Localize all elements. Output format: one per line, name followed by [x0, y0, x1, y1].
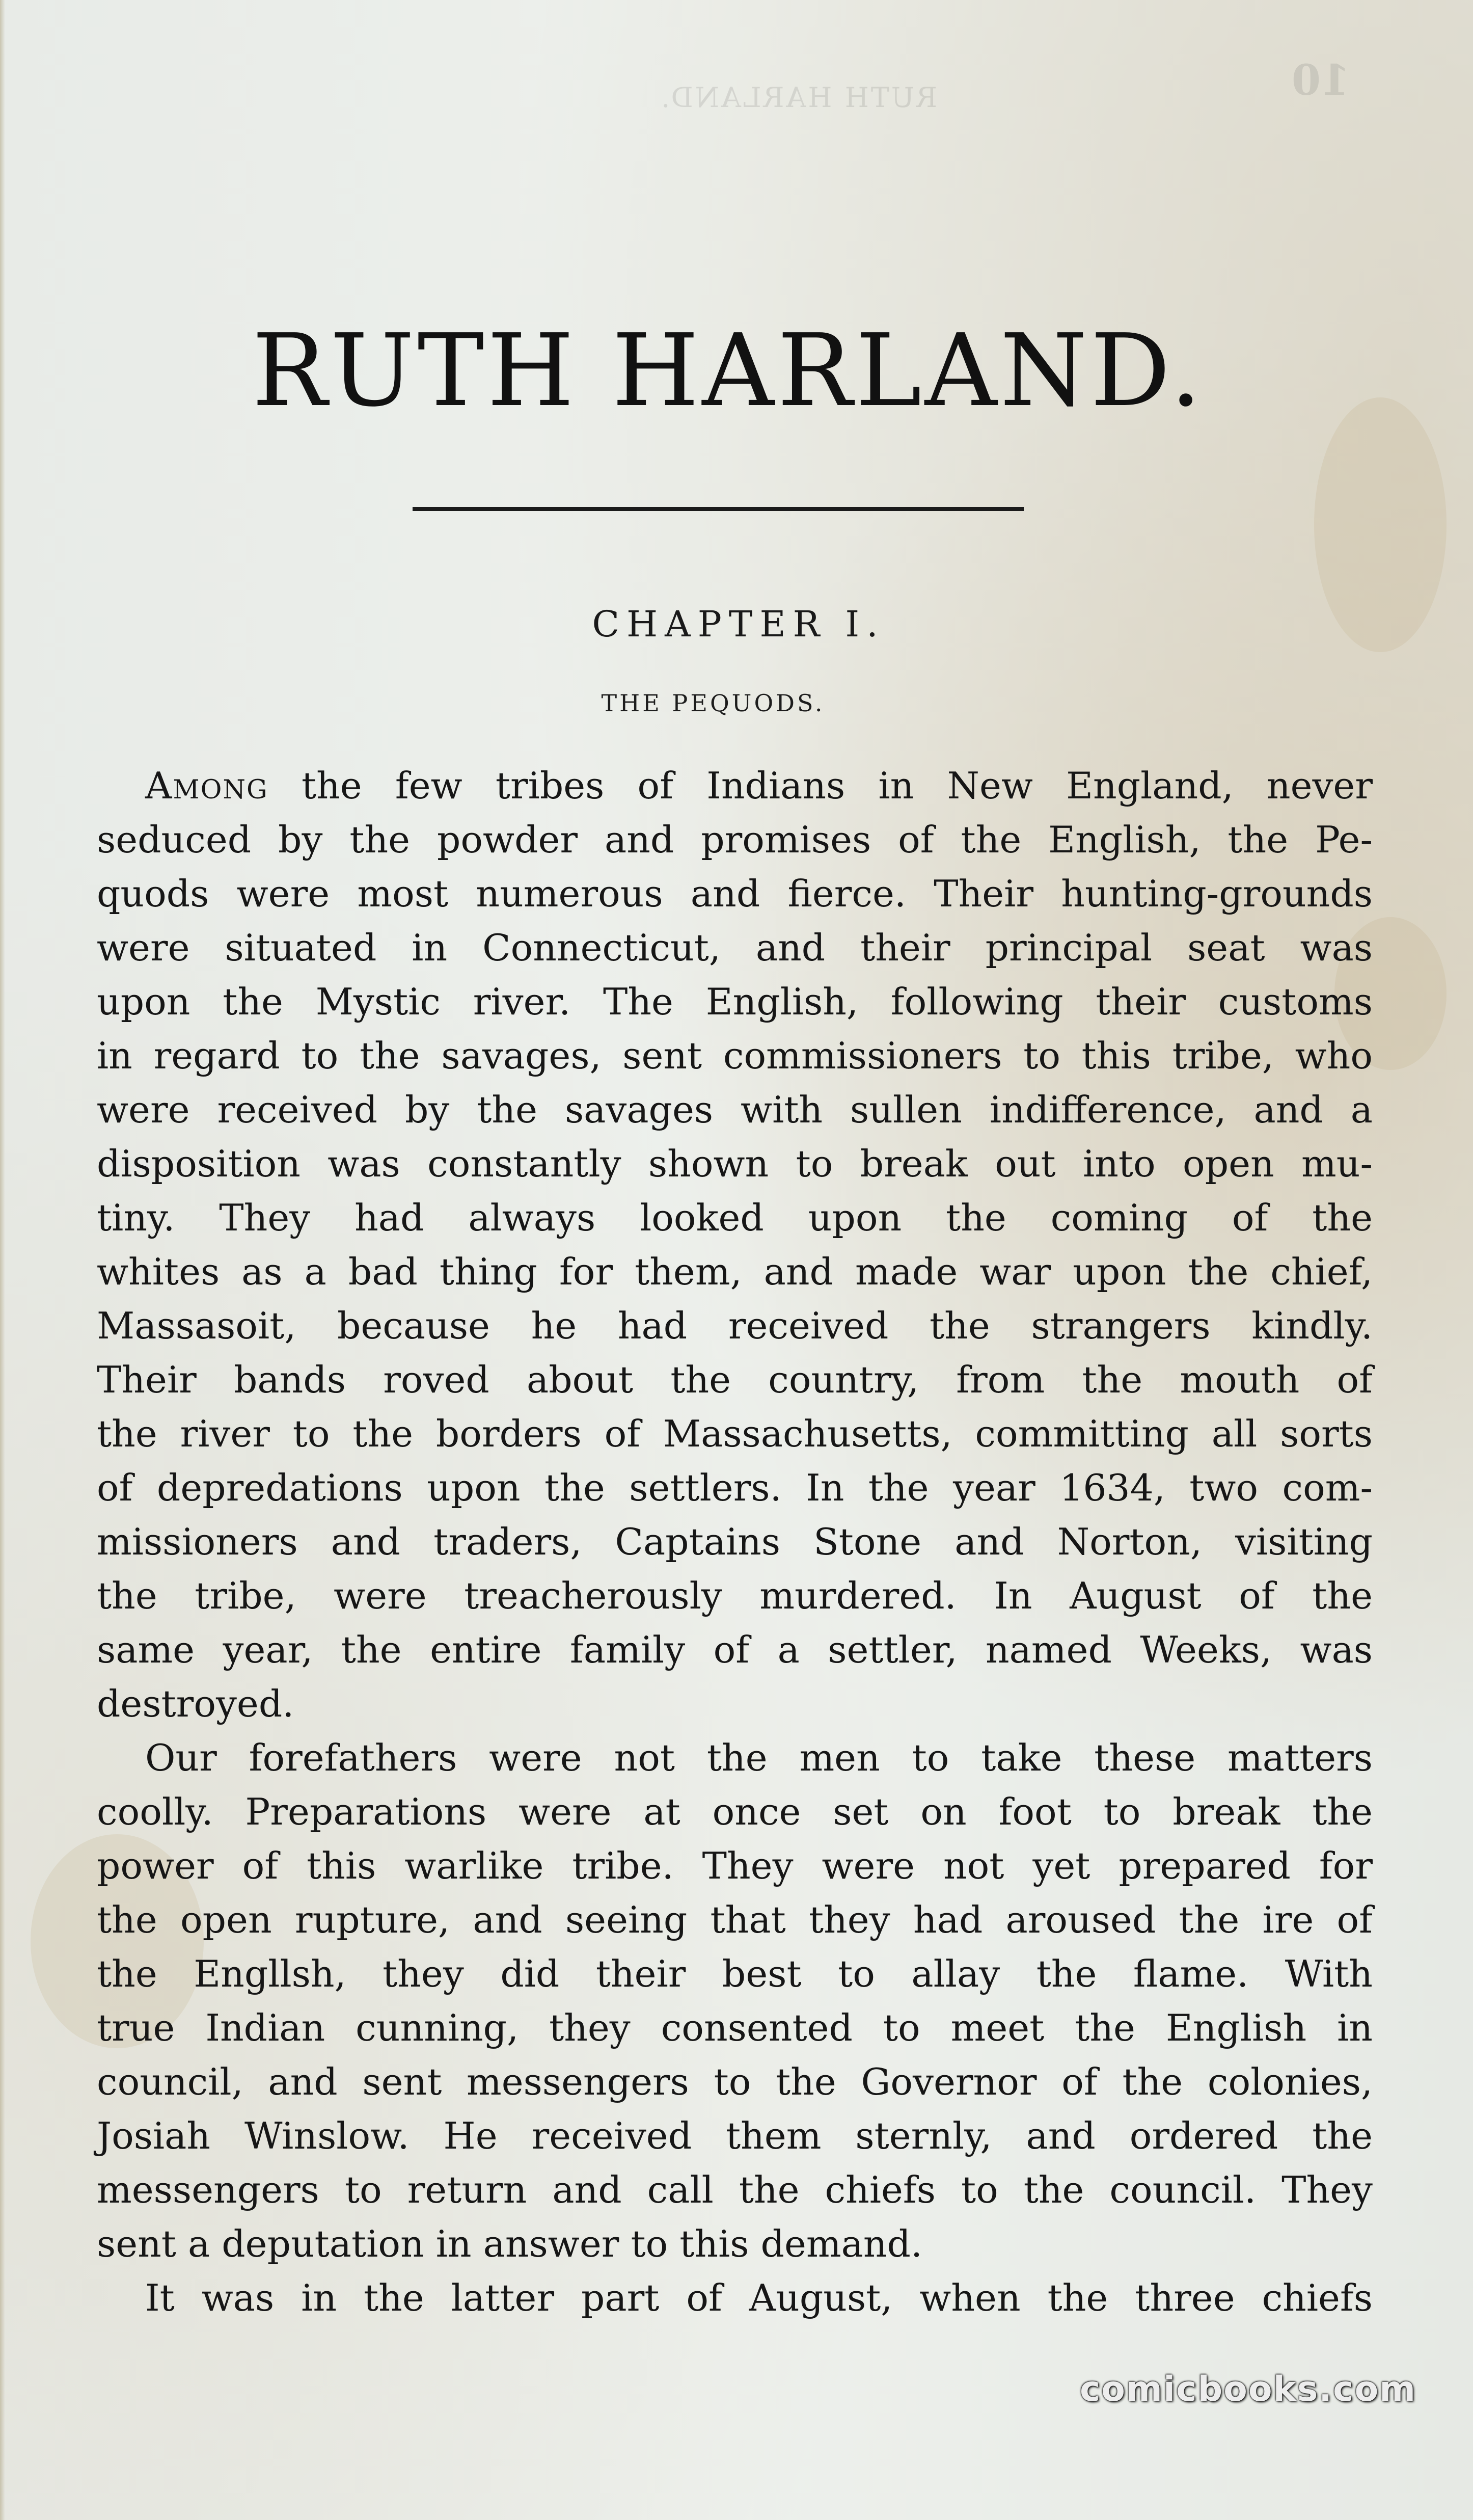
watermark-text: comicbooks.com: [1080, 2369, 1417, 2409]
text-line: Massasoit, because he had received the strangers kindly.: [97, 1305, 1373, 1348]
text-line: in regard to the savages, sent commissioners to this tribe, who: [97, 1035, 1373, 1078]
text-line: messengers to return and call the chiefs to the council. They: [97, 2169, 1373, 2212]
text-line: true Indian cunning, they consented to meet the English in: [97, 2007, 1373, 2050]
text-line: the open rupture, and seeing that they had aroused the ire of: [97, 1899, 1373, 1942]
chapter-subtitle: THE PEQUODS.: [601, 689, 825, 717]
book-title: RUTH HARLAND.: [252, 313, 1205, 429]
text-line: were received by the savages with sullen indifference, and a: [97, 1089, 1373, 1132]
text-line: the river to the borders of Massachusetts, committing all sorts: [97, 1413, 1373, 1456]
text-line: [97, 759, 1373, 813]
text-line: whites as a bad thing for them, and made war upon the chief,: [97, 1251, 1373, 1294]
text-line: council, and sent messengers to the Governor of the colonies,: [97, 2061, 1373, 2104]
text-line: same year, the entire family of a settler, named Weeks, was: [97, 1629, 1373, 1672]
bleed-through-page-number: 10: [1291, 56, 1350, 105]
text-line: Our forefathers were not the men to take these matters: [145, 1737, 1373, 1780]
text-line: disposition was constantly shown to break out into open mu-: [97, 1143, 1373, 1186]
text-line: coolly. Preparations were at once set on foot to break the: [97, 1791, 1373, 1834]
line-text: the few tribes of Indians in New England, never: [268, 765, 1373, 808]
text-line: sent a deputation in answer to this demand.: [97, 2223, 922, 2266]
text-line: Their bands roved about the country, from the mouth of: [97, 1359, 1373, 1402]
text-line: missioners and traders, Captains Stone and Norton, visiting: [97, 1521, 1373, 1564]
text-line: the Engllsh, they did their best to allay the flame. With: [97, 1953, 1373, 1996]
paper-stain: [1314, 397, 1447, 652]
lead-word: Among: [145, 765, 268, 808]
text-line: quods were most numerous and fierce. Their hunting-grounds: [97, 873, 1373, 916]
text-line: Josiah Winslow. He received them sternly, and ordered the: [97, 2115, 1373, 2158]
body-text: [97, 759, 1373, 2325]
text-line: upon the Mystic river. The English, following their customs: [97, 981, 1373, 1024]
text-line: the tribe, were treacherously murdered. In August of the: [97, 1575, 1373, 1618]
chapter-heading: CHAPTER I.: [592, 603, 885, 645]
text-line: tiny. They had always looked upon the coming of the: [97, 1197, 1373, 1240]
text-line: power of this warlike tribe. They were not yet prepared for: [97, 1845, 1373, 1888]
page-edge: [0, 0, 5, 2520]
text-line: of depredations upon the settlers. In the year 1634, two com-: [97, 1467, 1373, 1510]
text-line: were situated in Connecticut, and their principal seat was: [97, 927, 1373, 970]
text-line: It was in the latter part of August, when the three chiefs: [145, 2277, 1373, 2320]
bleed-through-running-header: RUTH HARLAND.: [659, 82, 937, 114]
text-line: destroyed.: [97, 1683, 294, 1726]
title-rule: [413, 507, 1024, 511]
text-line: seduced by the powder and promises of the English, the Pe-: [97, 819, 1373, 862]
